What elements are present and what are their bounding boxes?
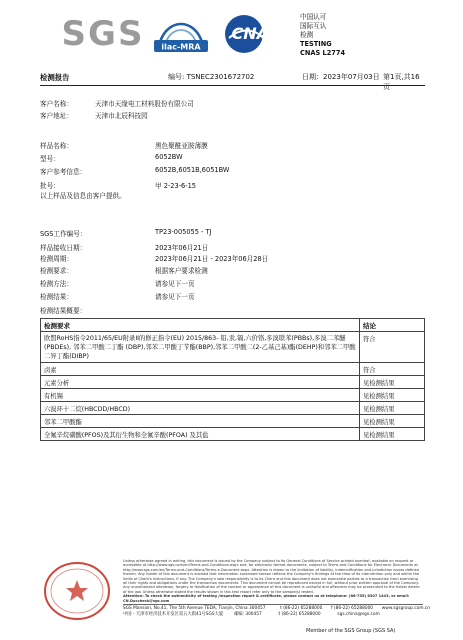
client-address: 天津市北辰科技园 xyxy=(95,112,148,120)
client-name: 天津市天缘电工材料股份有限公司 xyxy=(95,100,194,108)
disclaimer-text: Unless otherwise agreed in writing, this document is issued by the Company subject to its General Conditions of Service printed overleaf, available on request or accessible at http://www.sgs.com/en/Terms-and-Conditions.aspx and, for electronic format documents, subject to Terms and Conditions for Electronic Documents at http://www.sgs.com/en/Terms-and-Conditions/Terms-e-Document.aspx. Attention is drawn to the limitation of liability, indemnification and jurisdiction issues defined therein. Any holder of this document is advised that information contained hereon reflects the Company's findings at the time of its intervention only and within the limits of Client's instructions, if any. The Company's sole responsibility is to its Client and this document does not exonerate parties to a transaction from exercising all their rights and obligations under the transaction documents. This document cannot be reproduced except in full, without prior written approval of the Company. Any unauthorized alteration, forgery or falsification of the content or appearance of this document is unlawful and offenders may be prosecuted to the fullest extent of the law. Unless otherwise stated the results shown in this test report refer only to the sample(s) tested. xyxy=(123,559,420,594)
row-result: 符合 xyxy=(360,363,425,376)
test-period-label: 检测周期： xyxy=(40,255,73,263)
cnas-logo-text: CNAS xyxy=(231,24,281,43)
column-header-conclusion: 结论 xyxy=(360,319,425,332)
row-item: 全氟辛烷磺酸(PFOS)及其衍生物和全氟辛酸(PFOA) 及其盐 xyxy=(41,428,360,441)
column-header-item: 检测要求 xyxy=(41,319,360,332)
cnas-logo xyxy=(220,12,290,58)
received-date: 2023年06月21日 xyxy=(155,244,209,252)
cert-line: 国际互认 xyxy=(300,22,327,30)
summary-label: 检测结果概要： xyxy=(40,307,87,315)
cert-line: 检测 xyxy=(300,31,314,39)
client-ref-value: 6052B,6051B,6051BW xyxy=(155,166,230,174)
row-item: 欧盟RoHS指令2011/65/EU附录II的修正指令(EU) 2015/863- 铅,汞,镉,六价铬,多溴联苯(PBBs),多溴二苯醚(PBDEs), 邻苯二甲酸二丁酯 (DBP),邻苯二甲酸丁苄酯(BBP),邻苯二甲酸二(2-乙基己基)酯(DEHP)和邻苯二甲酸二异丁酯(DIBP) xyxy=(41,332,360,363)
row-item: 有机锡 xyxy=(41,389,360,402)
table-row xyxy=(41,363,425,376)
table-header-row xyxy=(41,319,425,332)
row-result: 见检测结果 xyxy=(360,428,425,441)
received-date-label: 样品接收日期： xyxy=(40,244,87,252)
page-number: 第1页,共16页 xyxy=(383,73,420,91)
client-name-label: 客户名称： xyxy=(40,100,73,108)
table-row xyxy=(41,415,425,428)
table-row xyxy=(41,332,425,363)
address-english: SGS Mansion, No.41, The 5th Avenue TEDA, Tianjin, China 300457 xyxy=(123,606,266,611)
tel-english: t (86-22) 65288000 xyxy=(280,606,323,611)
table-row xyxy=(41,428,425,441)
report-date: 日期：2023年07月03日 xyxy=(302,73,380,81)
report-title-row xyxy=(40,72,425,91)
sgs-logo-text: SGS xyxy=(61,14,145,52)
client-address-label: 客户地址： xyxy=(40,112,73,120)
row-result: 见检测结果 xyxy=(360,389,425,402)
test-result: 请参见下一页 xyxy=(155,293,195,301)
sample-name: 黑色聚酰亚胺薄膜 xyxy=(155,142,208,150)
test-period: 2023年06月21日 - 2023年06月28日 xyxy=(155,255,269,263)
sample-note: 以上样品及信息由客户提供。 xyxy=(40,192,126,200)
row-item: 元素分析 xyxy=(41,376,360,389)
model-value: 6052BW xyxy=(155,153,183,161)
address-chinese-line xyxy=(123,612,433,618)
batch-value: 甲 2-23-6-15 xyxy=(155,182,196,190)
test-requirement-label: 检测要求： xyxy=(40,267,73,275)
address-chinese: 中国 - 天津市经济技术开发区第五大街41号SGS大厦 xyxy=(123,612,224,617)
test-method: 请参见下一页 xyxy=(155,280,195,288)
batch-label: 批号： xyxy=(40,182,60,190)
sample-name-label: 样品名称： xyxy=(40,142,73,150)
sgs-logo xyxy=(60,12,146,52)
fax-english: f (86-22) 65288000 xyxy=(331,606,374,611)
ilac-mra-logo xyxy=(150,12,212,58)
test-method-label: 检测方法： xyxy=(40,280,73,288)
row-item: 卤素 xyxy=(41,363,360,376)
divider xyxy=(40,85,425,86)
footer-address-block xyxy=(123,606,433,618)
row-result: 见检测结果 xyxy=(360,402,425,415)
model-label: 型号： xyxy=(40,155,60,163)
cert-line: 中国认可 xyxy=(300,13,327,21)
email: sgs.china@sgs.com xyxy=(337,612,380,617)
authenticity-check-text: Attention: To check the authenticity of testing /inspection report & certificate, please contact us at telephone: (86-755) 8307 1443, or email: CN.Doccheck@sgs.com xyxy=(123,594,410,603)
row-item: 邻苯二甲酸酯 xyxy=(41,415,360,428)
company-seal-stamp xyxy=(42,560,112,622)
cert-line: TESTING xyxy=(300,40,332,48)
report-number: 编号: TSNEC2301672702 xyxy=(168,73,255,81)
row-item: 六溴环十二烷(HBCDD/HBCD) xyxy=(41,402,360,415)
accreditation-text xyxy=(300,13,345,58)
test-requirement: 根据客户要求检测 xyxy=(155,267,208,275)
client-ref-label: 客户参考信息： xyxy=(40,168,87,176)
row-result: 见检测结果 xyxy=(360,415,425,428)
job-number: TP23-005055 - TJ xyxy=(155,228,212,236)
row-result: 符合 xyxy=(360,332,425,363)
cert-line: CNAS L2774 xyxy=(300,49,346,57)
footer-divider xyxy=(123,604,423,605)
report-title: 检测报告 xyxy=(40,73,70,82)
results-summary-table xyxy=(40,318,425,441)
website: www.sgsgroup.com.cn xyxy=(381,606,430,611)
table-row xyxy=(41,389,425,402)
sgs-member-note: Member of the SGS Group (SGS SA) xyxy=(306,628,396,634)
ilac-logo-text: ilac-MRA xyxy=(161,42,201,52)
test-result-label: 检测结果： xyxy=(40,293,73,301)
row-result: 见检测结果 xyxy=(360,376,425,389)
table-row xyxy=(41,376,425,389)
tel-chinese: t (86-22) 65288000 xyxy=(278,612,321,617)
table-row xyxy=(41,402,425,415)
zip-chinese: 邮编: 300457 xyxy=(233,612,262,617)
job-number-label: SGS工作编号： xyxy=(40,230,87,238)
footer-disclaimer xyxy=(123,559,423,603)
